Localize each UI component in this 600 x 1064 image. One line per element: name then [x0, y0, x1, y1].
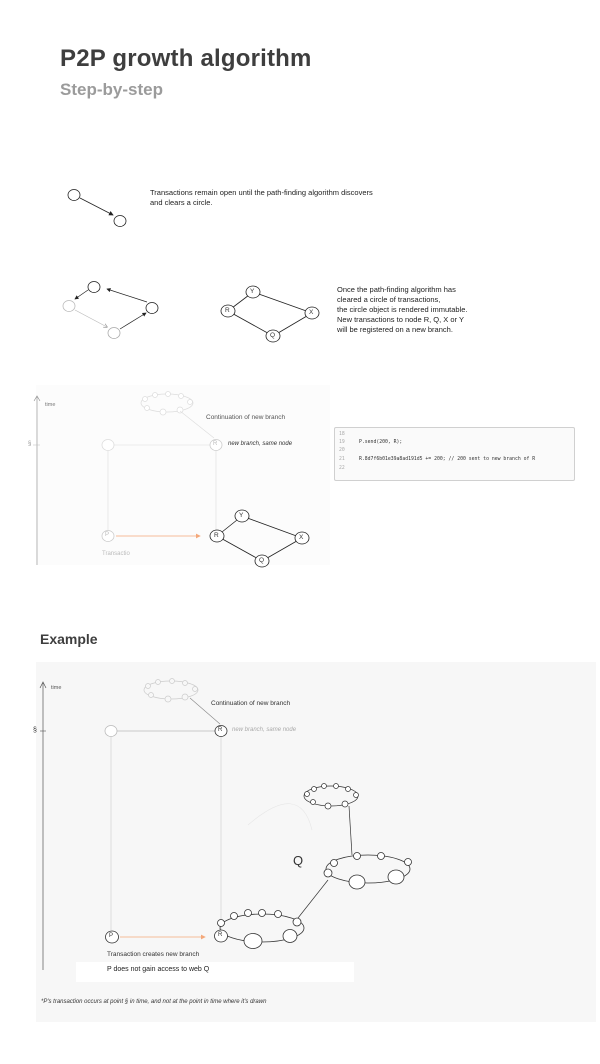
example-access-label: P does not gain access to web Q — [107, 966, 210, 973]
code-line-21: 21 R.8d7f6b01e39a8ad191d5 += 200; // 200 sent to new branch of R — [339, 457, 536, 462]
step3-new-branch-label: new branch, same node — [228, 441, 293, 447]
example-ghost-node-p — [105, 726, 117, 737]
step2-text-line4: New transactions to node R, Q, X or Y — [337, 315, 465, 324]
example-transaction-label: Transaction creates new branch — [107, 951, 200, 958]
step1-text-line1: Transactions remain open until the path-finding algorithm discovers — [150, 188, 373, 197]
step2-text-line5: will be registered on a new branch. — [337, 325, 453, 334]
step2-text-line2: cleared a circle of transactions, — [337, 295, 441, 304]
code-line-18: 18 — [339, 432, 345, 437]
web-q-lower-ring — [218, 910, 305, 949]
code-line-22: 22 — [339, 466, 345, 471]
step3-time-label: time — [45, 402, 56, 408]
step1-text-line2: and clears a circle. — [150, 198, 213, 207]
example-p-label: P — [109, 933, 114, 939]
step3-section-label: § — [28, 441, 32, 447]
example-title: Example — [40, 631, 98, 647]
example-ghost-ring — [144, 679, 198, 703]
circle-label-r: R — [225, 307, 230, 314]
web-q-label: Q — [293, 853, 304, 868]
step3-p-label: P — [105, 532, 110, 538]
circle-label-x: X — [309, 309, 314, 316]
web-q-top-ring — [304, 784, 359, 810]
footnote: *P's transaction occurs at point § in time, and not at the point in time where it's drawn — [41, 999, 267, 1005]
step3-y-label: Y — [239, 512, 244, 519]
step3-r-label: R — [214, 532, 219, 539]
step2-text-line3: the circle object is rendered immutable. — [337, 305, 468, 314]
example-time-label: time — [51, 685, 62, 691]
step3-transaction-label: Transactio — [102, 551, 130, 557]
web-q-middle-ring — [324, 853, 412, 890]
circle-label-y: Y — [250, 288, 255, 295]
step2-text-line1: Once the path-finding algorithm has — [337, 285, 456, 294]
page-title: P2P growth algorithm — [60, 45, 312, 72]
step3-ghost-r-label: R — [213, 441, 218, 447]
code-line-19: 19 P.send(200, R); — [339, 440, 403, 445]
step3-continuation-label: Continuation of new branch — [206, 414, 286, 421]
code-line-20: 20 — [339, 448, 345, 453]
example-r-bottom-label: R — [218, 932, 223, 938]
circle-label-q: Q — [270, 332, 276, 339]
example-new-branch-label: new branch, same node — [232, 727, 297, 733]
step3-q-label: Q — [259, 557, 265, 564]
page-subtitle: Step-by-step — [60, 80, 163, 99]
example-continuation-label: Continuation of new branch — [211, 700, 291, 707]
step3-x-label: X — [299, 534, 304, 541]
example-section-label: § — [33, 727, 37, 734]
example-r-top-label: R — [218, 727, 223, 733]
